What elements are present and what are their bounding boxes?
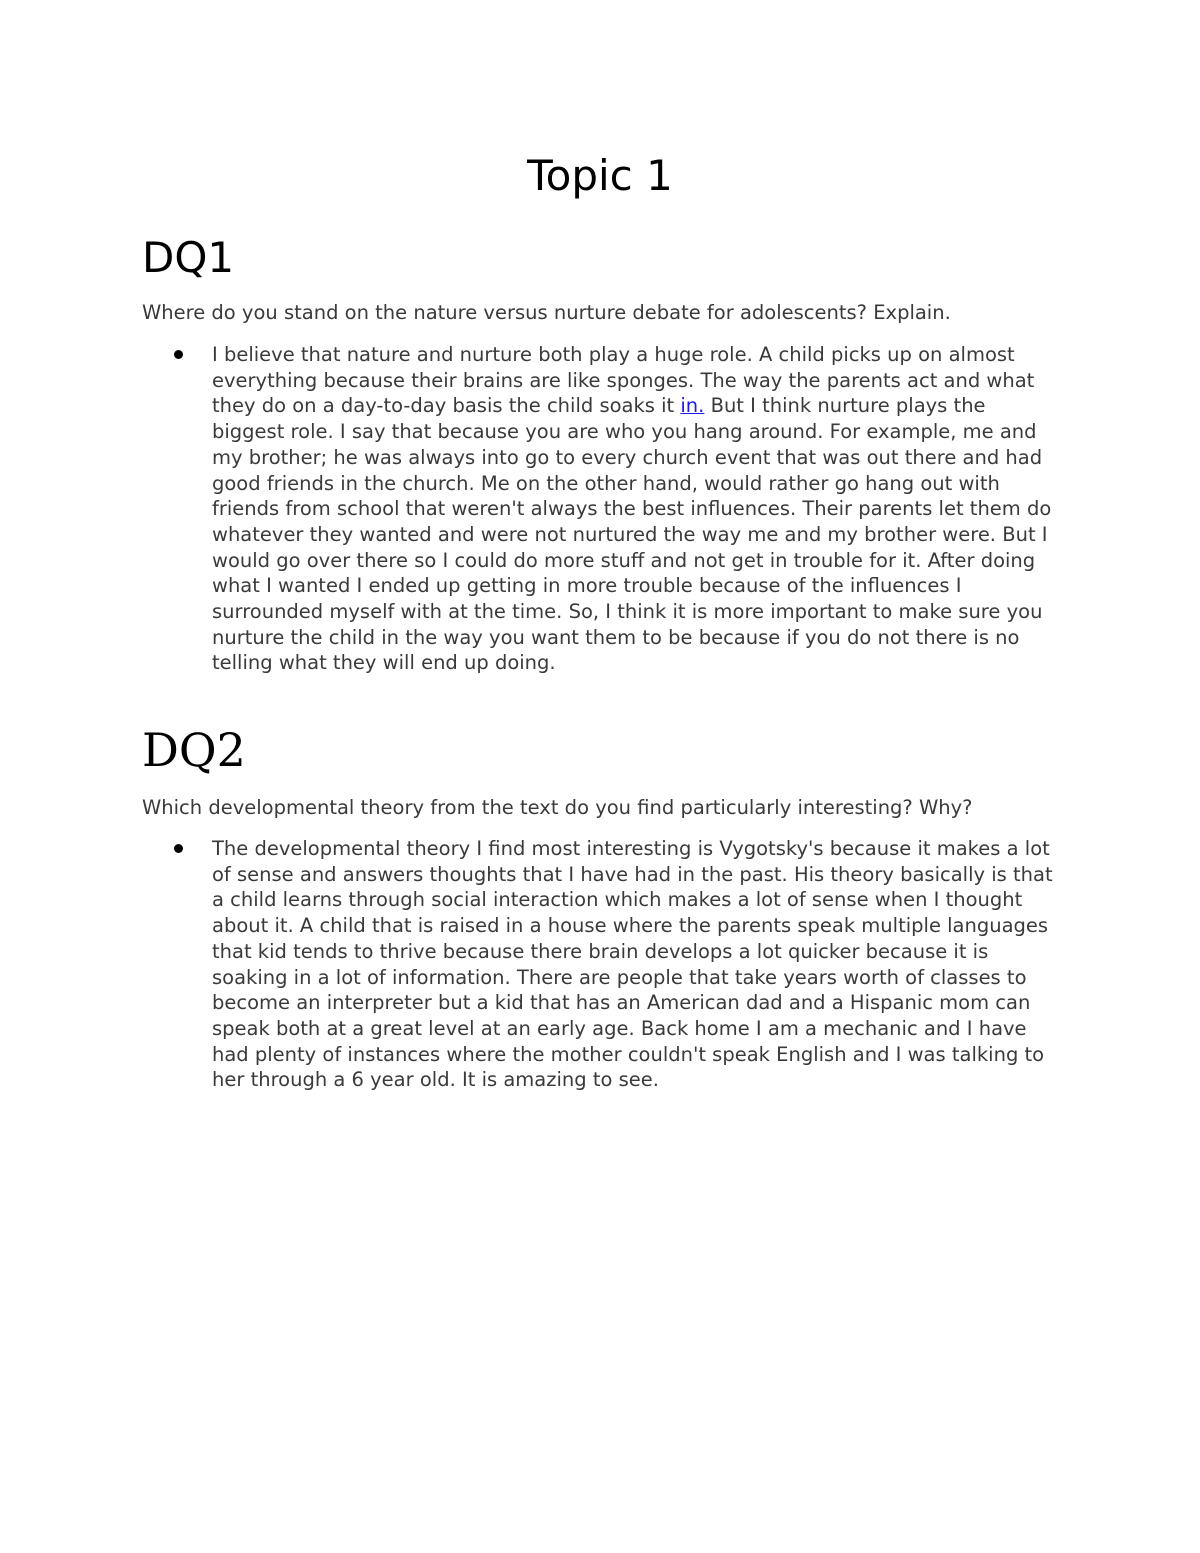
answer-dq2-text: The developmental theory I find most interesting is Vygotsky's because it makes a lot of sense and answers thoughts that I have had in the past. His theory basically is that a child learns through social interaction which makes a lot of sense when I thought about it. A child that is raised in a house where the parents speak multiple languages that kid tends to thrive because there brain develops a lot quicker because it is soaking in a lot of information. There are people that take years worth of classes to become an interpreter but a kid that has an American dad and a Hispanic mom can speak both at a great level at an early age. Back home I am a mechanic and I have had plenty of instances where the mother couldn't speak English and I was talking to her through a 6 year old. It is amazing to see.: [212, 837, 1053, 1092]
question-dq2: Which developmental theory from the text do you find particularly interesting? Why?: [142, 796, 973, 819]
question-dq1: Where do you stand on the nature versus nurture debate for adolescents? Explain.: [142, 301, 951, 324]
page-title: Topic 1: [527, 151, 673, 200]
answer-dq1-text-end: But I think nurture plays the biggest role. I say that because you are who you hang around. For example, me and my brother; he was always into go to every church event that was out there and had good friends in the church. Me on the other hand, would rather go hang out with friends from school that weren't always the best influences. Their parents let them do whatever they wanted and were not nurtured the way me and my brother were. But I would go over there so I could do more stuff and not get in trouble for it. After doing what I wanted I ended up getting in more trouble because of the influences I surrounded myself with at the time. So, I think it is more important to make sure you nurture the child in the way you want them to be because if you do not there is no telling what they will end up doing.: [212, 394, 1052, 675]
inline-link[interactable]: in.: [680, 394, 705, 418]
bullet-icon: [174, 350, 183, 359]
section-heading-dq2: DQ2: [142, 723, 246, 777]
bullet-icon: [174, 844, 183, 853]
answer-list-dq2: [142, 836, 1062, 1093]
section-heading-dq1: DQ1: [142, 233, 235, 282]
answer-dq1-text-start: I believe that nature and nurture both play a huge role. A child picks up on almost everything because their brains are like sponges. The way the parents act and what they do on a day-to-day basis the child soaks it: [212, 343, 1035, 418]
answer-dq1: [142, 342, 1062, 676]
answer-dq2: [142, 836, 1062, 1093]
answer-list-dq1: [142, 342, 1062, 676]
